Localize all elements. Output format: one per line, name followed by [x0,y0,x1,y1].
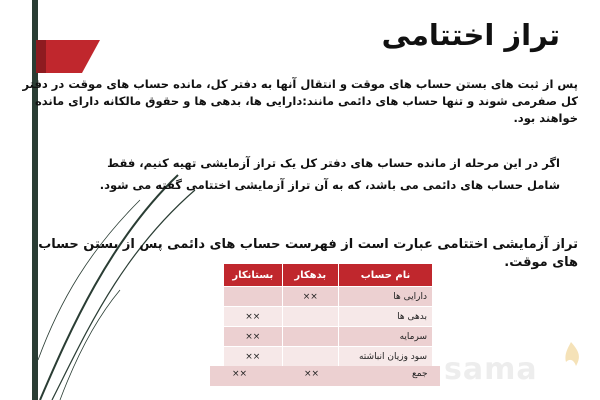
paragraph-closing-entries: پس از ثبت های بستن حساب های موقت و انتقال آنها به دفتر کل، مانده حساب های موقت در دفتر کل صفرمی شوند و تنها حساب های دائمی مانند:دارایی ها، بدهی ها و حقوق مالکانه دارای مانده خواهند بود. [22,77,578,125]
header-account-name: نام حساب [338,264,432,287]
table-row [224,327,433,347]
row-credit: ×× [224,347,283,367]
row-account-name: سرمایه [338,327,432,347]
watermark-flame-icon [558,340,584,370]
total-label: جمع [412,369,428,379]
post-closing-trial-balance-table [223,263,433,367]
total-debit: ×× [232,369,248,379]
row-debit [282,327,338,347]
table-row [224,347,433,367]
row-credit [224,287,283,307]
row-debit [282,307,338,327]
row-account-name: دارایی ها [338,287,432,307]
row-debit: ×× [282,287,338,307]
paragraph-definition: تراز آزمایشی اختتامی عبارت است از فهرست حساب های دائمی پس از بستن حساب های موقت. [38,237,578,270]
row-account-name: سود وزیان انباشته [338,347,432,367]
table-row [224,307,433,327]
row-credit: ×× [224,327,283,347]
paragraph-trial-balance: اگر در این مرحله از مانده حساب های دفتر کل یک تراز آزمایشی تهیه کنیم، فقط شامل حساب های دائمی می باشد، که به آن تراز آزمایشی اختتامی گفته می شود. [99,156,560,192]
header-credit: بستانکار [224,264,283,287]
red-accent-flag [36,40,100,73]
row-account-name: بدهی ها [338,307,432,327]
header-debit: بدهکار [282,264,338,287]
total-credit: ×× [304,369,320,379]
table-header-row [224,264,433,287]
watermark-logo: sama [444,352,538,387]
slide-title: تراز اختتامی [381,18,560,52]
table-row [224,287,433,307]
row-credit: ×× [224,307,283,327]
row-debit [282,347,338,367]
left-band [0,0,32,400]
